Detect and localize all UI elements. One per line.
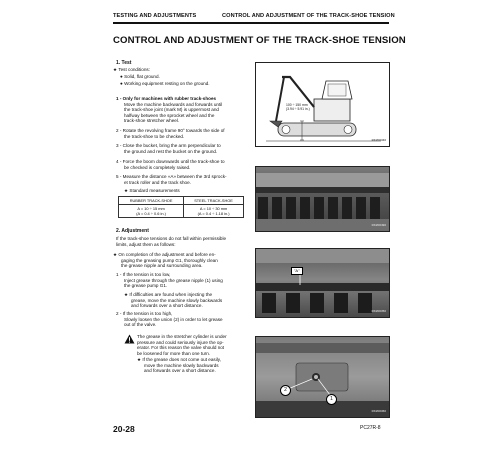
- adjustment-step-1: 1 - If the tension is too low, Inject grease through the grease nipple (1) using the grease pump G1.: [116, 272, 223, 289]
- model-code: PC27R-8: [360, 425, 381, 431]
- header-rule: [113, 22, 389, 24]
- callout-2: 2: [280, 385, 291, 396]
- figure-code: RKZ00360: [371, 409, 386, 414]
- figure-distance-photo: [255, 248, 390, 318]
- test-step-5: 5 - Measure the distance «A» between the 3rd sprock- et track roller and the track shoe.: [116, 174, 227, 185]
- standard-measurements-label: ★ Standard measurements: [124, 188, 180, 193]
- warning-note: ★ If the grease does not come out easily, move the machine slowly backwards and forwards over a short distance.: [137, 357, 221, 374]
- test-step-4: 4 - Force the boom downwards until the track-shoe to be checked is completely raised.: [116, 159, 225, 170]
- distance-a-label: "A": [291, 267, 303, 275]
- excavator-drawing: [256, 63, 389, 146]
- figure-track-photo: [255, 166, 390, 232]
- condition-item: ● Working equipment resting on the ground.: [120, 81, 210, 86]
- star-icon: ★: [137, 357, 142, 362]
- table-header: STEEL TRACK-SHOE: [184, 197, 244, 205]
- warning-text: The grease in the stretcher cylinder is under pressure and could seriously injure the op- erator. For this reason the valve should not be loosened for more than one turn.: [137, 334, 227, 356]
- test-step-2: 2 - Rotate the revolving frame 90° towards the side of the track-shoe to be checked.: [116, 128, 225, 139]
- test-step-1: 1 - Only for machines with rubber track-shoes Move the machine backwards and forwards until the track-shoe joint (mark M) is uppermost and halfway between the sprocket wheel and the track-shoe stretcher wheel.: [116, 96, 223, 124]
- distance-photo-drawing: [256, 249, 389, 317]
- star-icon: ★: [113, 252, 118, 257]
- adjustment-step-1-note: ★ If difficulties are found when injecting the grease, move the machine slowly backwards and forwards over a short distance.: [124, 292, 223, 309]
- figure-excavator-diagram: [255, 62, 390, 147]
- table-cell: A = 10 ÷ 30 mm (A = 0.4 ÷ 1.18 in.): [184, 205, 244, 218]
- table-cell: A = 10 ÷ 15 mm (A = 0.4 ÷ 0.6 in.): [119, 205, 184, 218]
- dimension-label: 100 ÷ 150 mm (3.94 ÷ 5.91 in.): [286, 103, 310, 111]
- callout-1: 1: [326, 394, 337, 405]
- test-step-3: 3 - Close the bucket, bring the arm perpendicular to the ground and rest the bucket on the ground.: [116, 143, 221, 154]
- test-heading: 1. Test: [116, 60, 132, 66]
- warning-icon: [124, 334, 135, 344]
- adjustment-intro: If the track-shoe tensions do not fall within permissible limits, adjust them as follows:: [116, 236, 227, 247]
- table-header: RUBBER TRACK-SHOE: [119, 197, 184, 205]
- condition-item: ● Solid, flat ground.: [120, 74, 160, 79]
- star-icon: ★: [124, 188, 129, 193]
- standard-measurements-table: [118, 196, 244, 218]
- page-title: CONTROL AND ADJUSTMENT OF THE TRACK-SHOE TENSION: [113, 35, 406, 46]
- figure-code: RKZ00350: [371, 309, 386, 314]
- bullet-icon: ●: [120, 81, 123, 86]
- star-icon: ★: [113, 67, 118, 72]
- figure-code: RKZ00340: [371, 138, 386, 143]
- figure-grease-nipple-photo: [255, 336, 390, 418]
- figure-code: RKZ00490: [371, 223, 386, 228]
- grease-nipple-drawing: [256, 337, 389, 417]
- adjustment-note: ★ On completion of the adjustment and before en- gaging the greasing pump G1, thoroughly clean the grease nipple and surrounding area.: [113, 252, 218, 269]
- bullet-icon: ●: [120, 74, 123, 79]
- adjustment-heading: 2. Adjustment: [116, 228, 149, 234]
- test-conditions-label: ★ Test conditions:: [113, 67, 150, 72]
- header-right: CONTROL AND ADJUSTMENT OF THE TRACK-SHOE TENSION: [222, 13, 395, 19]
- star-icon: ★: [124, 292, 129, 297]
- adjustment-step-2: 2 - If the tension is too high, Slowly loosen the union (2) in order to let grease out of the valve.: [116, 311, 223, 328]
- header-left: TESTING AND ADJUSTMENTS: [113, 13, 197, 19]
- page-number: 20-28: [113, 424, 135, 434]
- track-photo-drawing: [256, 167, 389, 231]
